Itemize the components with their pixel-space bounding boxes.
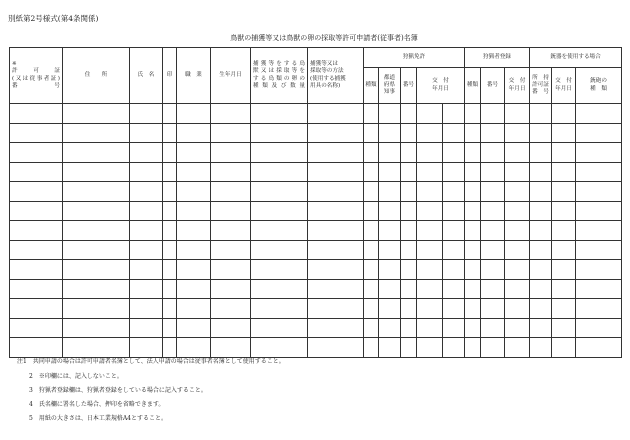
entry-cell[interactable] xyxy=(10,201,63,221)
entry-cell[interactable] xyxy=(364,201,379,221)
entry-cell[interactable] xyxy=(308,143,364,163)
register-entry-row xyxy=(10,123,622,143)
header-registration-issue-date: 交 付 年月日 xyxy=(505,68,530,104)
header-registration-type: 種類 xyxy=(465,68,481,104)
entry-cell[interactable] xyxy=(379,201,401,221)
entry-cell[interactable] xyxy=(130,318,163,338)
entry-cell[interactable] xyxy=(465,240,481,260)
entry-cell[interactable] xyxy=(401,143,417,163)
entry-cell[interactable] xyxy=(552,182,576,202)
entry-cell[interactable] xyxy=(530,104,552,124)
register-entry-row xyxy=(10,201,622,221)
entry-cell[interactable] xyxy=(63,279,130,299)
entry-cell[interactable] xyxy=(251,221,308,241)
entry-cell[interactable] xyxy=(163,240,177,260)
entry-cell[interactable] xyxy=(379,104,401,124)
entry-cell[interactable] xyxy=(443,279,465,299)
entry-cell[interactable] xyxy=(379,221,401,241)
entry-cell[interactable] xyxy=(576,318,622,338)
entry-cell[interactable] xyxy=(379,338,401,358)
entry-cell[interactable] xyxy=(163,318,177,338)
entry-cell[interactable] xyxy=(443,182,465,202)
entry-cell[interactable] xyxy=(63,162,130,182)
register-entry-row xyxy=(10,104,622,124)
entry-cell[interactable] xyxy=(465,260,481,280)
entry-cell[interactable] xyxy=(417,143,443,163)
entry-cell[interactable] xyxy=(251,318,308,338)
entry-cell[interactable] xyxy=(130,299,163,319)
entry-cell[interactable] xyxy=(308,221,364,241)
entry-cell[interactable] xyxy=(308,260,364,280)
entry-cell[interactable] xyxy=(576,338,622,358)
entry-cell[interactable] xyxy=(163,123,177,143)
entry-cell[interactable] xyxy=(251,143,308,163)
entry-cell[interactable] xyxy=(530,299,552,319)
entry-cell[interactable] xyxy=(505,123,530,143)
entry-cell[interactable] xyxy=(465,279,481,299)
entry-cell[interactable] xyxy=(251,279,308,299)
entry-cell[interactable] xyxy=(379,279,401,299)
entry-cell[interactable] xyxy=(481,221,505,241)
entry-cell[interactable] xyxy=(481,162,505,182)
entry-cell[interactable] xyxy=(481,143,505,163)
entry-cell[interactable] xyxy=(211,143,251,163)
entry-cell[interactable] xyxy=(443,260,465,280)
entry-cell[interactable] xyxy=(417,182,443,202)
entry-cell[interactable] xyxy=(552,162,576,182)
entry-cell[interactable] xyxy=(163,182,177,202)
entry-cell[interactable] xyxy=(530,123,552,143)
entry-cell[interactable] xyxy=(379,162,401,182)
register-entry-row xyxy=(10,162,622,182)
entry-cell[interactable] xyxy=(443,201,465,221)
entry-cell[interactable] xyxy=(417,123,443,143)
entry-cell[interactable] xyxy=(177,299,211,319)
entry-cell[interactable] xyxy=(576,221,622,241)
entry-cell[interactable] xyxy=(576,260,622,280)
entry-cell[interactable] xyxy=(530,221,552,241)
entry-cell[interactable] xyxy=(465,123,481,143)
entry-cell[interactable] xyxy=(63,104,130,124)
applicant-register-table xyxy=(9,47,622,358)
entry-cell[interactable] xyxy=(465,182,481,202)
entry-cell[interactable] xyxy=(364,221,379,241)
entry-cell[interactable] xyxy=(308,104,364,124)
entry-cell[interactable] xyxy=(530,338,552,358)
entry-cell[interactable] xyxy=(552,104,576,124)
entry-cell[interactable] xyxy=(481,182,505,202)
entry-cell[interactable] xyxy=(63,143,130,163)
entry-cell[interactable] xyxy=(481,338,505,358)
entry-cell[interactable] xyxy=(251,240,308,260)
form-title: 鳥獣の捕獲等又は鳥獣の卵の採取等許可申請者(従事者)名簿 xyxy=(230,34,418,42)
entry-cell[interactable] xyxy=(530,279,552,299)
entry-cell[interactable] xyxy=(443,221,465,241)
entry-cell[interactable] xyxy=(417,318,443,338)
entry-cell[interactable] xyxy=(10,221,63,241)
entry-cell[interactable] xyxy=(401,279,417,299)
entry-cell[interactable] xyxy=(379,240,401,260)
entry-cell[interactable] xyxy=(130,104,163,124)
entry-cell[interactable] xyxy=(10,182,63,202)
entry-cell[interactable] xyxy=(63,240,130,260)
register-entry-row xyxy=(10,260,622,280)
entry-cell[interactable] xyxy=(552,201,576,221)
entry-cell[interactable] xyxy=(211,240,251,260)
entry-cell[interactable] xyxy=(177,260,211,280)
entry-cell[interactable] xyxy=(163,279,177,299)
entry-cell[interactable] xyxy=(211,279,251,299)
entry-cell[interactable] xyxy=(130,221,163,241)
register-entry-row xyxy=(10,299,622,319)
entry-cell[interactable] xyxy=(530,240,552,260)
entry-cell[interactable] xyxy=(211,299,251,319)
entry-cell[interactable] xyxy=(308,240,364,260)
entry-cell[interactable] xyxy=(364,318,379,338)
entry-cell[interactable] xyxy=(576,201,622,221)
entry-cell[interactable] xyxy=(481,279,505,299)
entry-cell[interactable] xyxy=(401,201,417,221)
entry-cell[interactable] xyxy=(465,201,481,221)
entry-cell[interactable] xyxy=(211,182,251,202)
entry-cell[interactable] xyxy=(364,299,379,319)
register-entry-row xyxy=(10,279,622,299)
header-permit-number: ※ 許 可 証 (又は従事者証) 番 号 xyxy=(10,48,63,104)
entry-cell[interactable] xyxy=(530,318,552,338)
entry-cell[interactable] xyxy=(177,143,211,163)
header-firearm-issue-date: 交 付 年月日 xyxy=(552,68,576,104)
entry-cell[interactable] xyxy=(481,201,505,221)
entry-cell[interactable] xyxy=(364,162,379,182)
register-entry-row xyxy=(10,338,622,358)
entry-cell[interactable] xyxy=(505,260,530,280)
entry-cell[interactable] xyxy=(505,201,530,221)
entry-cell[interactable] xyxy=(417,279,443,299)
entry-cell[interactable] xyxy=(576,143,622,163)
entry-cell[interactable] xyxy=(505,221,530,241)
entry-cell[interactable] xyxy=(505,299,530,319)
entry-cell[interactable] xyxy=(505,338,530,358)
entry-cell[interactable] xyxy=(465,104,481,124)
entry-cell[interactable] xyxy=(443,240,465,260)
entry-cell[interactable] xyxy=(465,299,481,319)
entry-cell[interactable] xyxy=(552,260,576,280)
header-license-number: 番号 xyxy=(401,68,417,104)
entry-cell[interactable] xyxy=(576,182,622,202)
entry-cell[interactable] xyxy=(177,221,211,241)
entry-cell[interactable] xyxy=(130,182,163,202)
entry-cell[interactable] xyxy=(552,123,576,143)
entry-cell[interactable] xyxy=(379,182,401,202)
entry-cell[interactable] xyxy=(130,143,163,163)
register-entry-rows xyxy=(10,104,622,358)
header-occupation: 職 業 xyxy=(177,48,211,104)
entry-cell[interactable] xyxy=(530,182,552,202)
entry-cell[interactable] xyxy=(505,318,530,338)
entry-cell[interactable] xyxy=(10,104,63,124)
entry-cell[interactable] xyxy=(364,104,379,124)
entry-cell[interactable] xyxy=(379,299,401,319)
entry-cell[interactable] xyxy=(10,318,63,338)
entry-cell[interactable] xyxy=(63,201,130,221)
entry-cell[interactable] xyxy=(379,260,401,280)
entry-cell[interactable] xyxy=(308,182,364,202)
entry-cell[interactable] xyxy=(552,143,576,163)
entry-cell[interactable] xyxy=(417,104,443,124)
note-item: 5 用紙の大きさは、日本工業規格A4とすること。 xyxy=(29,415,167,422)
note-item: 4 氏名欄に署名した場合、押印を省略できます。 xyxy=(29,401,165,408)
entry-cell[interactable] xyxy=(505,182,530,202)
entry-cell[interactable] xyxy=(130,279,163,299)
entry-cell[interactable] xyxy=(177,182,211,202)
header-name: 氏 名 xyxy=(130,48,163,104)
entry-cell[interactable] xyxy=(576,299,622,319)
entry-cell[interactable] xyxy=(481,123,505,143)
entry-cell[interactable] xyxy=(130,123,163,143)
entry-cell[interactable] xyxy=(552,240,576,260)
entry-cell[interactable] xyxy=(63,318,130,338)
entry-cell[interactable] xyxy=(417,338,443,358)
entry-cell[interactable] xyxy=(401,123,417,143)
entry-cell[interactable] xyxy=(481,299,505,319)
header-gun-type: 銃砲の 種 類 xyxy=(576,68,622,104)
entry-cell[interactable] xyxy=(163,104,177,124)
entry-cell[interactable] xyxy=(417,201,443,221)
entry-cell[interactable] xyxy=(163,221,177,241)
entry-cell[interactable] xyxy=(505,162,530,182)
entry-cell[interactable] xyxy=(63,260,130,280)
entry-cell[interactable] xyxy=(417,162,443,182)
entry-cell[interactable] xyxy=(401,104,417,124)
entry-cell[interactable] xyxy=(552,318,576,338)
entry-cell[interactable] xyxy=(576,279,622,299)
entry-cell[interactable] xyxy=(10,299,63,319)
entry-cell[interactable] xyxy=(211,318,251,338)
entry-cell[interactable] xyxy=(481,318,505,338)
entry-cell[interactable] xyxy=(130,240,163,260)
note-item: 注1 共同申請の場合は許可申請者名簿として、法人申請の場合は従事者名簿として使用すること。 xyxy=(17,358,285,365)
note-item: 3 狩猟者登録欄は、狩猟者登録をしている場合に記入すること。 xyxy=(29,387,207,394)
entry-cell[interactable] xyxy=(251,182,308,202)
entry-cell[interactable] xyxy=(177,104,211,124)
entry-cell[interactable] xyxy=(251,260,308,280)
entry-cell[interactable] xyxy=(576,162,622,182)
entry-cell[interactable] xyxy=(401,299,417,319)
entry-cell[interactable] xyxy=(552,299,576,319)
header-birth-date: 生年月日 xyxy=(211,48,251,104)
entry-cell[interactable] xyxy=(576,123,622,143)
entry-cell[interactable] xyxy=(465,162,481,182)
entry-cell[interactable] xyxy=(130,260,163,280)
entry-cell[interactable] xyxy=(530,260,552,280)
header-seal: 印 xyxy=(163,48,177,104)
entry-cell[interactable] xyxy=(364,260,379,280)
entry-cell[interactable] xyxy=(308,318,364,338)
entry-cell[interactable] xyxy=(481,104,505,124)
register-entry-row xyxy=(10,240,622,260)
entry-cell[interactable] xyxy=(211,260,251,280)
entry-cell[interactable] xyxy=(379,318,401,338)
entry-cell[interactable] xyxy=(401,240,417,260)
entry-cell[interactable] xyxy=(63,182,130,202)
header-firearm-permit-number: 所 持 許可証 番 号 xyxy=(530,68,552,104)
entry-cell[interactable] xyxy=(10,162,63,182)
entry-cell[interactable] xyxy=(364,279,379,299)
entry-cell[interactable] xyxy=(465,338,481,358)
entry-cell[interactable] xyxy=(177,338,211,358)
entry-cell[interactable] xyxy=(465,143,481,163)
entry-cell[interactable] xyxy=(401,182,417,202)
entry-cell[interactable] xyxy=(177,201,211,221)
entry-cell[interactable] xyxy=(443,299,465,319)
entry-cell[interactable] xyxy=(177,240,211,260)
entry-cell[interactable] xyxy=(10,240,63,260)
header-address: 住 所 xyxy=(63,48,130,104)
entry-cell[interactable] xyxy=(417,299,443,319)
entry-cell[interactable] xyxy=(443,143,465,163)
entry-cell[interactable] xyxy=(251,123,308,143)
entry-cell[interactable] xyxy=(364,182,379,202)
entry-cell[interactable] xyxy=(251,162,308,182)
entry-cell[interactable] xyxy=(401,162,417,182)
form-id-label: 別紙第2号様式(第4条関係) xyxy=(8,14,99,23)
entry-cell[interactable] xyxy=(364,143,379,163)
entry-cell[interactable] xyxy=(130,338,163,358)
entry-cell[interactable] xyxy=(251,338,308,358)
entry-cell[interactable] xyxy=(417,221,443,241)
entry-cell[interactable] xyxy=(308,162,364,182)
entry-cell[interactable] xyxy=(10,279,63,299)
header-license-type: 種類 xyxy=(364,68,379,104)
entry-cell[interactable] xyxy=(308,201,364,221)
entry-cell[interactable] xyxy=(364,240,379,260)
entry-cell[interactable] xyxy=(177,318,211,338)
entry-cell[interactable] xyxy=(443,104,465,124)
header-capture-method: 捕獲等又は 採取等の方法 (使用する捕獲 用具の名称) xyxy=(308,48,364,104)
entry-cell[interactable] xyxy=(163,299,177,319)
entry-cell[interactable] xyxy=(576,240,622,260)
entry-cell[interactable] xyxy=(308,299,364,319)
entry-cell[interactable] xyxy=(401,338,417,358)
entry-cell[interactable] xyxy=(63,123,130,143)
header-species-quantity: 捕獲等をする鳥 獣又は採取等を する鳥類の卵の 種類及び数量 xyxy=(251,48,308,104)
entry-cell[interactable] xyxy=(211,104,251,124)
entry-cell[interactable] xyxy=(505,240,530,260)
entry-cell[interactable] xyxy=(481,240,505,260)
entry-cell[interactable] xyxy=(530,201,552,221)
entry-cell[interactable] xyxy=(251,299,308,319)
entry-cell[interactable] xyxy=(63,299,130,319)
register-entry-row xyxy=(10,182,622,202)
header-firearm-use: 銃器を使用する場合 xyxy=(530,48,622,68)
entry-cell[interactable] xyxy=(364,123,379,143)
entry-cell[interactable] xyxy=(177,162,211,182)
entry-cell[interactable] xyxy=(505,143,530,163)
entry-cell[interactable] xyxy=(443,318,465,338)
entry-cell[interactable] xyxy=(417,260,443,280)
entry-cell[interactable] xyxy=(401,318,417,338)
entry-cell[interactable] xyxy=(308,279,364,299)
entry-cell[interactable] xyxy=(379,143,401,163)
entry-cell[interactable] xyxy=(211,338,251,358)
entry-cell[interactable] xyxy=(251,104,308,124)
entry-cell[interactable] xyxy=(211,162,251,182)
entry-cell[interactable] xyxy=(552,279,576,299)
entry-cell[interactable] xyxy=(379,123,401,143)
entry-cell[interactable] xyxy=(63,338,130,358)
entry-cell[interactable] xyxy=(576,104,622,124)
entry-cell[interactable] xyxy=(130,162,163,182)
entry-cell[interactable] xyxy=(10,260,63,280)
entry-cell[interactable] xyxy=(552,338,576,358)
entry-cell[interactable] xyxy=(481,260,505,280)
entry-cell[interactable] xyxy=(10,143,63,163)
header-hunter-registration: 狩猟者登録 xyxy=(465,48,530,68)
entry-cell[interactable] xyxy=(308,123,364,143)
entry-cell[interactable] xyxy=(130,201,163,221)
entry-cell[interactable] xyxy=(163,260,177,280)
entry-cell[interactable] xyxy=(530,162,552,182)
entry-cell[interactable] xyxy=(163,338,177,358)
register-entry-row xyxy=(10,221,622,241)
entry-cell[interactable] xyxy=(364,338,379,358)
entry-cell[interactable] xyxy=(177,123,211,143)
entry-cell[interactable] xyxy=(10,338,63,358)
entry-cell[interactable] xyxy=(465,318,481,338)
note-item: 2 ※印欄には、記入しないこと。 xyxy=(29,373,123,380)
entry-cell[interactable] xyxy=(211,221,251,241)
entry-cell[interactable] xyxy=(552,221,576,241)
entry-cell[interactable] xyxy=(401,221,417,241)
header-license-issue-date: 交 付 年月日 xyxy=(417,68,465,104)
entry-cell[interactable] xyxy=(505,279,530,299)
entry-cell[interactable] xyxy=(443,162,465,182)
entry-cell[interactable] xyxy=(530,143,552,163)
entry-cell[interactable] xyxy=(163,143,177,163)
entry-cell[interactable] xyxy=(163,162,177,182)
entry-cell[interactable] xyxy=(211,201,251,221)
header-license-prefecture: 都道 府県 知事 xyxy=(379,68,401,104)
entry-cell[interactable] xyxy=(10,123,63,143)
header-hunting-license: 狩猟免許 xyxy=(364,48,465,68)
entry-cell[interactable] xyxy=(308,338,364,358)
entry-cell[interactable] xyxy=(177,279,211,299)
entry-cell[interactable] xyxy=(63,221,130,241)
entry-cell[interactable] xyxy=(163,201,177,221)
entry-cell[interactable] xyxy=(443,338,465,358)
entry-cell[interactable] xyxy=(443,123,465,143)
header-registration-number: 番号 xyxy=(481,68,505,104)
entry-cell[interactable] xyxy=(417,240,443,260)
register-entry-row xyxy=(10,318,622,338)
entry-cell[interactable] xyxy=(211,123,251,143)
entry-cell[interactable] xyxy=(505,104,530,124)
entry-cell[interactable] xyxy=(251,201,308,221)
register-entry-row xyxy=(10,143,622,163)
entry-cell[interactable] xyxy=(465,221,481,241)
entry-cell[interactable] xyxy=(401,260,417,280)
